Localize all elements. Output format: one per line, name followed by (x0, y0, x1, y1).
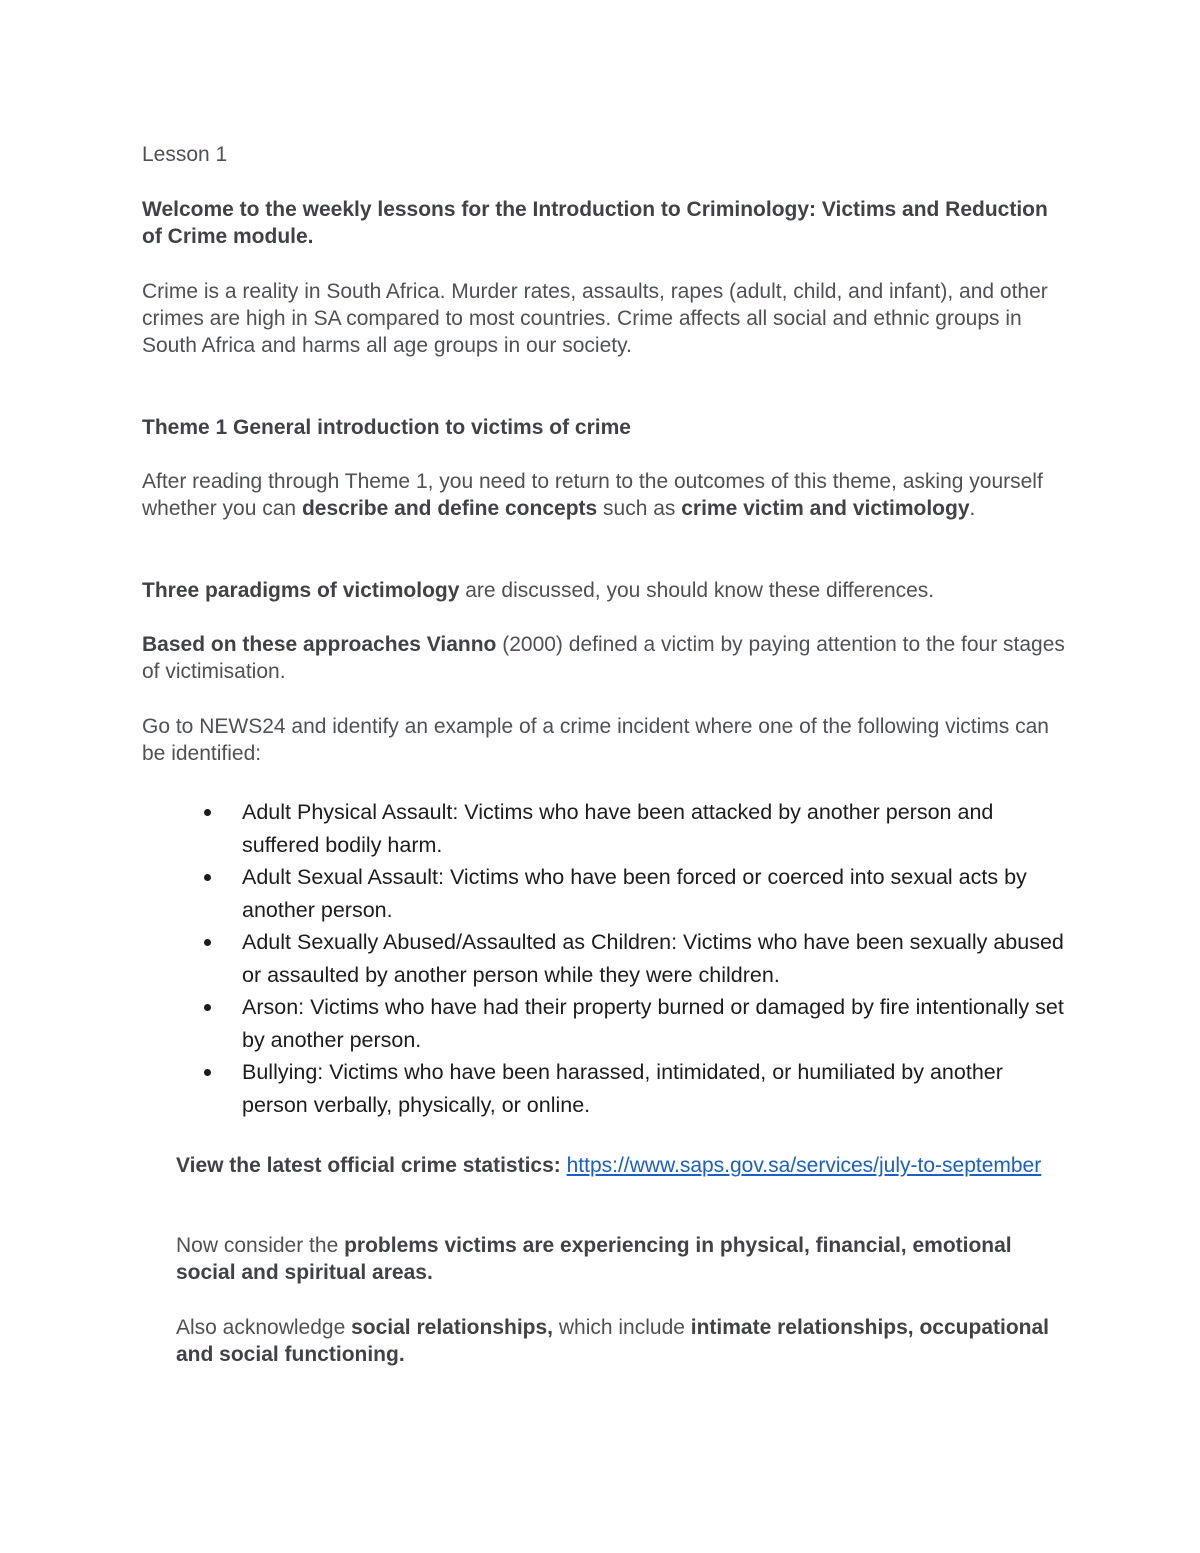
saps-stats-link[interactable]: https://www.saps.gov.sa/services/july-to-september (566, 1154, 1042, 1177)
vianno-paragraph (142, 631, 1072, 685)
bullet-icon (204, 1004, 211, 1011)
bullet-icon (204, 1069, 211, 1076)
stats-paragraph (176, 1152, 1056, 1179)
vianno-bold: Based on these approaches Vianno (142, 633, 497, 656)
after-reading-bold-1: describe and define concepts (301, 497, 598, 520)
after-reading-paragraph (142, 468, 1072, 522)
relationships-paragraph (176, 1314, 1056, 1368)
problems-text: Now consider the (176, 1234, 345, 1257)
intro-paragraph: Crime is a reality in South Africa. Murder rates, assaults, rapes (adult, child, and infant), and other crimes are high in SA compared to most countries. Crime affects all social and ethnic groups in South Africa and harms all age groups in our society. (142, 280, 1048, 357)
list-item (176, 796, 1071, 861)
welcome-heading: Welcome to the weekly lessons for the Introduction to Criminology: Victims and Reduction of Crime module. (142, 198, 1048, 248)
after-reading-text-3: . (969, 497, 976, 520)
list-item-text: Adult Sexual Assault: Victims who have been forced or coerced into sexual acts by another person. (242, 865, 1027, 922)
lesson-label: Lesson 1 (142, 143, 228, 166)
list-item-text: Arson: Victims who have had their property burned or damaged by fire intentionally set by another person. (242, 995, 1064, 1052)
bullet-icon (204, 809, 211, 816)
victim-types-list (176, 796, 1071, 1121)
problems-paragraph (176, 1232, 1056, 1286)
list-item (176, 926, 1071, 991)
stats-label: View the latest official crime statistics: (176, 1154, 561, 1177)
after-reading-text-2: such as (597, 497, 682, 520)
theme-title: Theme 1 General introduction to victims of crime (142, 416, 631, 439)
relationships-bold-1: social relationships, (351, 1316, 554, 1339)
relationships-text-2: which include (553, 1316, 691, 1339)
after-reading-text-1: After reading through Theme 1, you need to return to the outcomes of this theme, asking yourself whether you can (142, 470, 1043, 520)
bullet-icon (204, 874, 211, 881)
list-item (176, 1056, 1071, 1121)
list-item-text: Bullying: Victims who have been harassed, intimidated, or humiliated by another person verbally, physically, or online. (242, 1060, 1003, 1117)
relationships-text-1: Also acknowledge (176, 1316, 352, 1339)
paradigms-text: are discussed, you should know these differences. (459, 579, 935, 602)
list-item-text: Adult Physical Assault: Victims who have been attacked by another person and suffered bodily harm. (242, 800, 994, 857)
problems-bold: problems victims are experiencing in physical, financial, emotional social and spiritual areas. (176, 1234, 1012, 1284)
vianno-text: (2000) defined a victim by paying attention to the four stages of victimisation. (142, 633, 1065, 683)
relationships-bold-2: intimate relationships, occupational and social functioning. (176, 1316, 1049, 1366)
paradigms-paragraph (142, 577, 1072, 604)
news24-paragraph: Go to NEWS24 and identify an example of a crime incident where one of the following victims can be identified: (142, 715, 1049, 765)
bullet-icon (204, 939, 211, 946)
list-item (176, 861, 1071, 926)
after-reading-bold-2: crime victim and victimology (681, 497, 970, 520)
paradigms-bold: Three paradigms of victimology (142, 579, 460, 602)
list-item-text: Adult Sexually Abused/Assaulted as Children: Victims who have been sexually abused or assaulted by another person while they were children. (242, 930, 1064, 987)
list-item (176, 991, 1071, 1056)
